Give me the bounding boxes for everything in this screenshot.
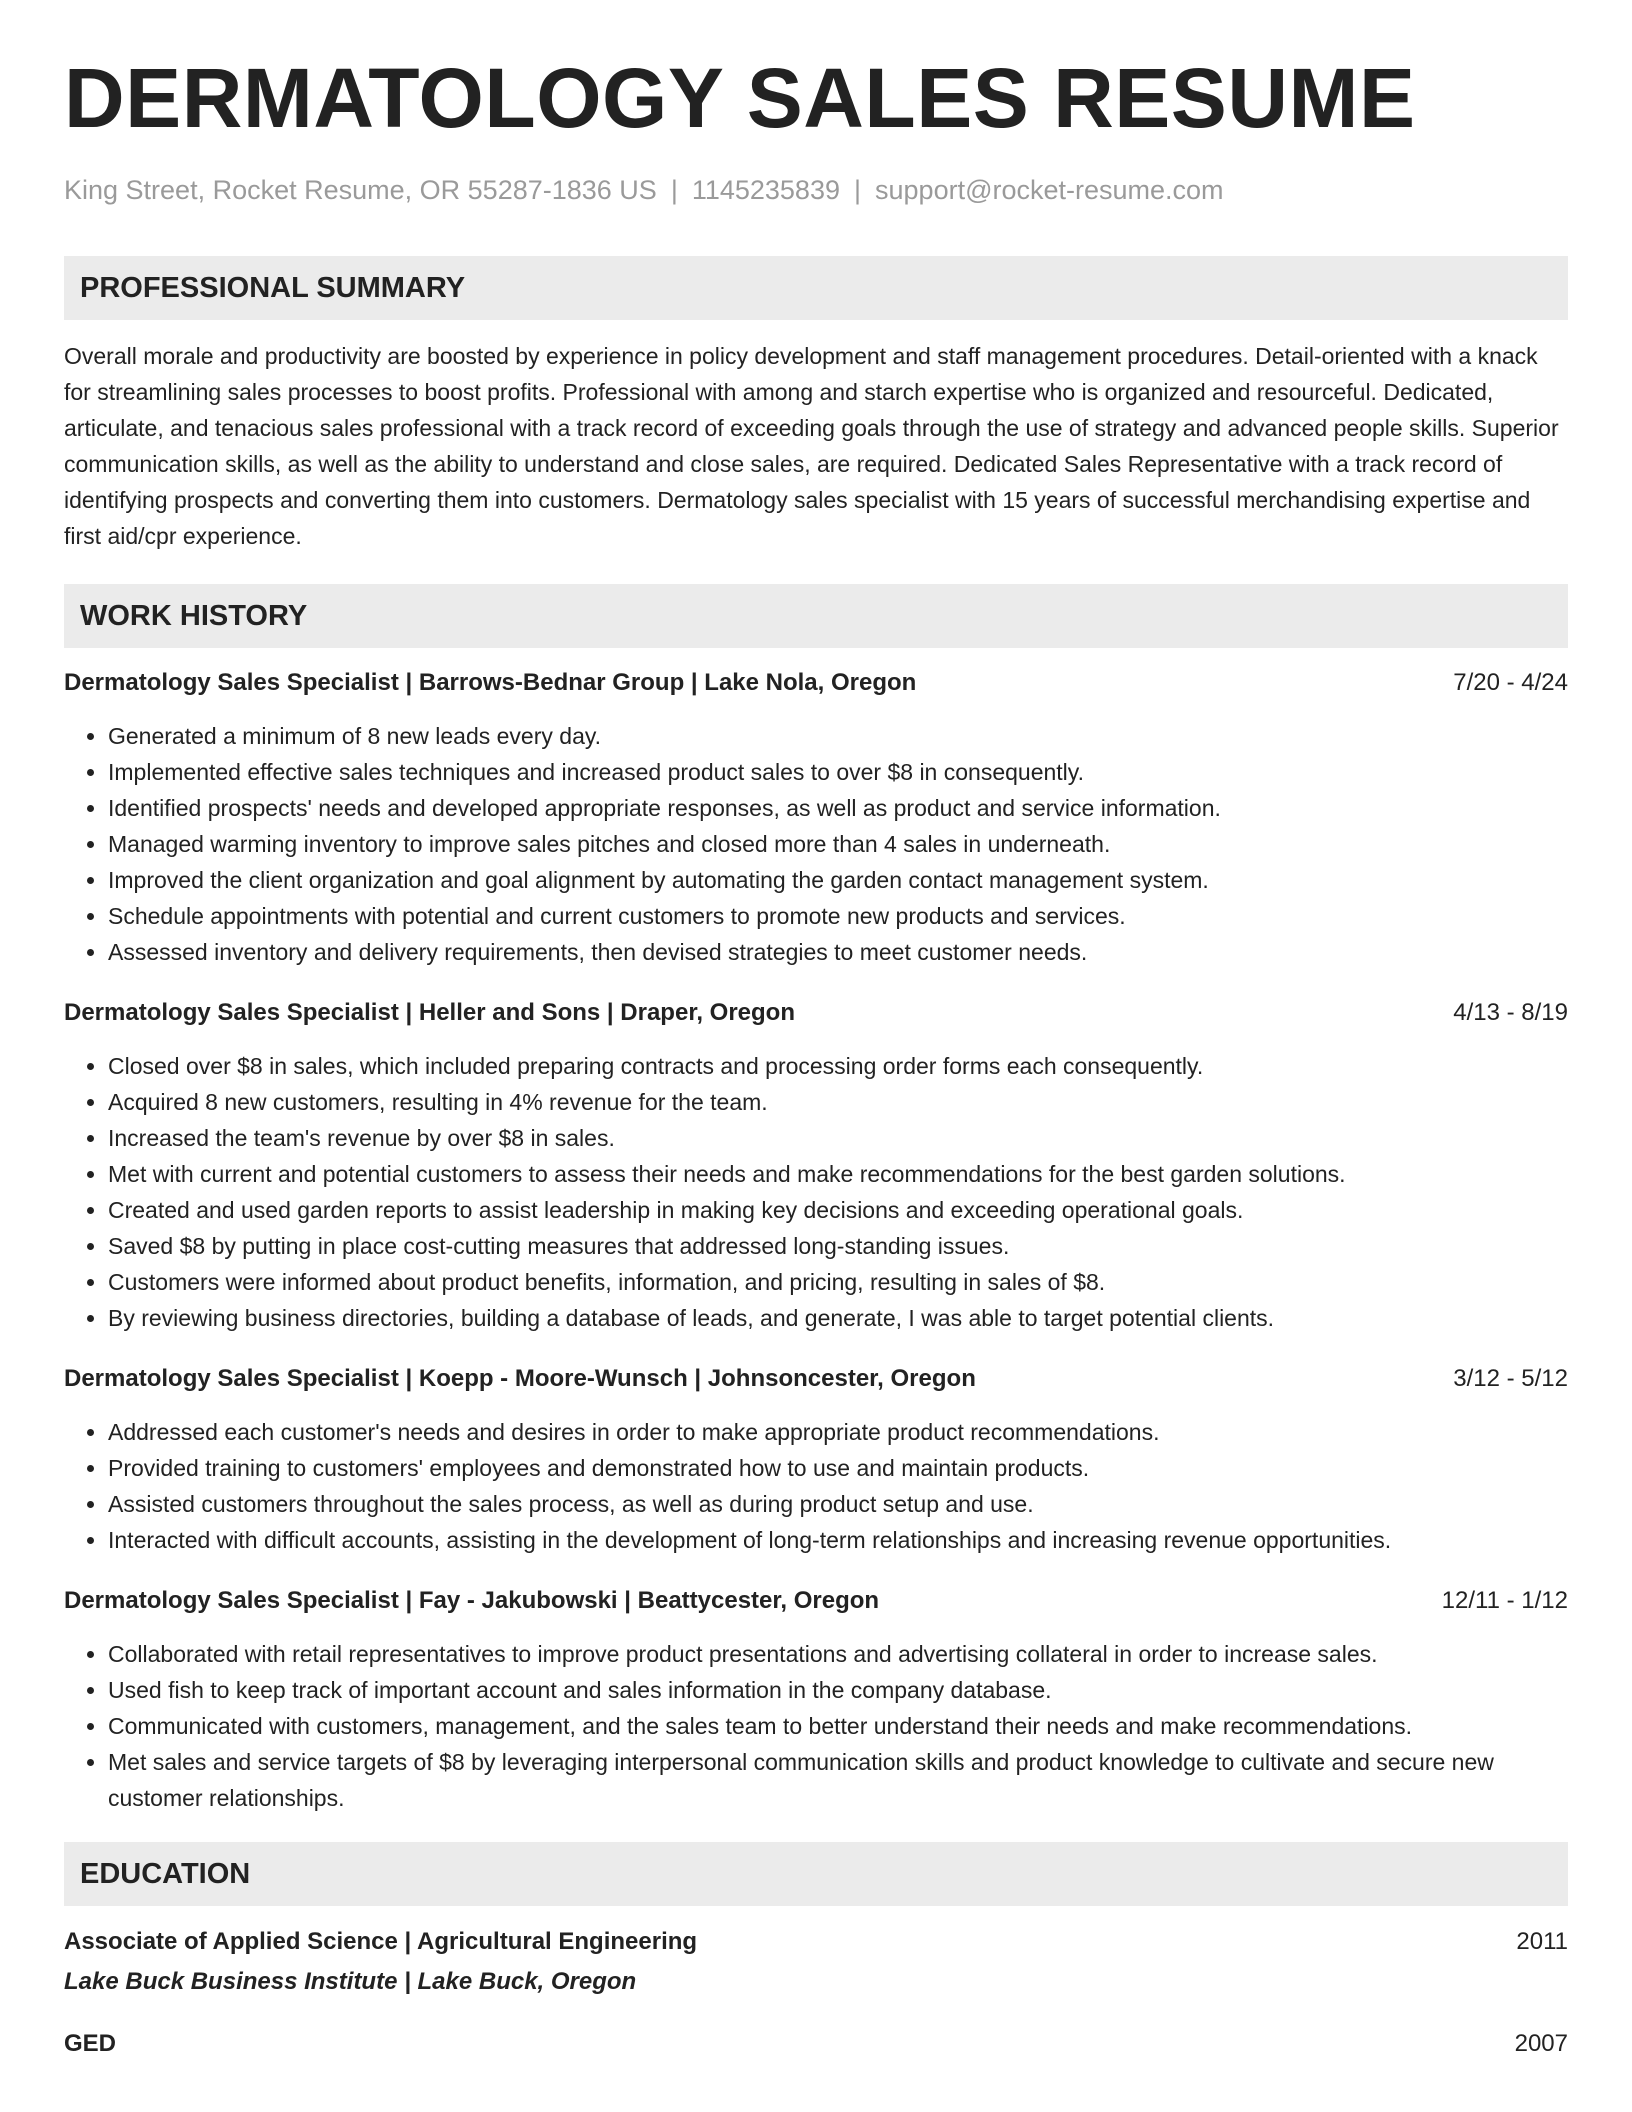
job-header <box>64 1362 1568 1396</box>
job-header <box>64 1584 1568 1618</box>
education-entry <box>64 2024 1568 2064</box>
contact-line <box>64 174 1568 206</box>
contact-separator: | <box>670 175 678 205</box>
education-degree: GED <box>64 2030 117 2058</box>
education-degree: Associate of Applied Science | Agricultural Engineering <box>64 1928 698 1956</box>
education-entry <box>64 1922 1568 2002</box>
job-bullet: • Implemented effective sales techniques and increased product sales to over $8 in consequently. <box>108 754 1568 790</box>
education-school: Lake Buck Business Institute | Lake Buck, Oregon <box>64 1968 637 1996</box>
job-bullet: • Increased the team's revenue by over $8 in sales. <box>108 1120 1568 1156</box>
job-entry <box>64 666 1568 970</box>
job-bullet: • Improved the client organization and goal alignment by automating the garden contact management system. <box>108 862 1568 898</box>
job-bullet: • Schedule appointments with potential and current customers to promote new products and services. <box>108 898 1568 934</box>
education-header <box>64 2024 1568 2064</box>
job-entry <box>64 1584 1568 1816</box>
job-entry <box>64 1362 1568 1558</box>
section-header-education: EDUCATION <box>64 1842 1568 1906</box>
resume-title: DERMATOLOGY SALES RESUME <box>64 51 1416 145</box>
job-dates: 7/20 - 4/24 <box>1453 669 1568 697</box>
job-bullet: • Assisted customers throughout the sales process, as well as during product setup and use. <box>108 1486 1568 1522</box>
job-title: Dermatology Sales Specialist | Fay - Jakubowski | Beattycester, Oregon <box>64 1587 880 1615</box>
contact-separator: | <box>854 175 862 205</box>
contact-address: King Street, Rocket Resume, OR 55287-1836 US <box>64 175 657 205</box>
job-bullet: • Closed over $8 in sales, which included preparing contracts and processing order forms each consequently. <box>108 1048 1568 1084</box>
job-dates: 12/11 - 1/12 <box>1441 1587 1568 1615</box>
contact-phone: 1145235839 <box>691 175 840 205</box>
job-bullets <box>64 718 1568 970</box>
job-bullet: • Interacted with difficult accounts, assisting in the development of long-term relationships and increasing revenue opportunities. <box>108 1522 1568 1558</box>
job-dates: 4/13 - 8/19 <box>1453 999 1568 1027</box>
job-bullet: • Used fish to keep track of important account and sales information in the company database. <box>108 1672 1568 1708</box>
section-header-summary: PROFESSIONAL SUMMARY <box>64 256 1568 320</box>
job-title: Dermatology Sales Specialist | Heller and Sons | Draper, Oregon <box>64 999 796 1027</box>
job-bullet: • Collaborated with retail representatives to improve product presentations and advertising collateral in order to increase sales. <box>108 1636 1568 1672</box>
job-title: Dermatology Sales Specialist | Barrows-Bednar Group | Lake Nola, Oregon <box>64 669 917 697</box>
education-header <box>64 1922 1568 1962</box>
job-bullet: • Provided training to customers' employees and demonstrated how to use and maintain products. <box>108 1450 1568 1486</box>
job-bullets <box>64 1048 1568 1336</box>
job-bullet: • Assessed inventory and delivery requirements, then devised strategies to meet customer needs. <box>108 934 1568 970</box>
job-header <box>64 666 1568 700</box>
summary-text: Overall morale and productivity are boosted by experience in policy development and staff management procedures. Detail-oriented with a knack for streamlining sales processes to boost profits. Professional with among and starch expertise who is organized and resourceful. Dedicated, articulate, and tenacious sales professional with a track record of exceeding goals through the use of strategy and advanced people skills. Superior communication skills, as well as the ability to understand and close sales, are required. Dedicated Sales Representative with a track record of identifying prospects and converting them into customers. Dermatology sales specialist with 15 years of successful merchandising expertise and first aid/cpr experience. <box>64 343 1559 550</box>
job-bullet: • Acquired 8 new customers, resulting in 4% revenue for the team. <box>108 1084 1568 1120</box>
job-bullet: • Met with current and potential customers to assess their needs and make recommendations for the best garden solutions. <box>108 1156 1568 1192</box>
job-bullet: • Met sales and service targets of $8 by leveraging interpersonal communication skills and product knowledge to cultivate and secure new customer relationships. <box>108 1744 1568 1816</box>
job-bullet: • Created and used garden reports to assist leadership in making key decisions and exceeding operational goals. <box>108 1192 1568 1228</box>
job-bullet: • Communicated with customers, management, and the sales team to better understand their needs and make recommendations. <box>108 1708 1568 1744</box>
job-bullet: • Addressed each customer's needs and desires in order to make appropriate product recommendations. <box>108 1414 1568 1450</box>
job-bullets <box>64 1636 1568 1816</box>
job-bullet: • Generated a minimum of 8 new leads every day. <box>108 718 1568 754</box>
job-title: Dermatology Sales Specialist | Koepp - Moore-Wunsch | Johnsoncester, Oregon <box>64 1365 976 1393</box>
contact-email: support@rocket-resume.com <box>875 175 1224 205</box>
section-header-work-history: WORK HISTORY <box>64 584 1568 648</box>
job-entry <box>64 996 1568 1336</box>
education-year: 2007 <box>1514 2030 1568 2058</box>
job-bullets <box>64 1414 1568 1558</box>
job-bullet: • Customers were informed about product benefits, information, and pricing, resulting in sales of $8. <box>108 1264 1568 1300</box>
job-dates: 3/12 - 5/12 <box>1453 1365 1568 1393</box>
education-year: 2011 <box>1516 1928 1568 1956</box>
job-bullet: • Saved $8 by putting in place cost-cutting measures that addressed long-standing issues. <box>108 1228 1568 1264</box>
job-bullet: • Managed warming inventory to improve sales pitches and closed more than 4 sales in underneath. <box>108 826 1568 862</box>
job-header <box>64 996 1568 1030</box>
job-bullet: • By reviewing business directories, building a database of leads, and generate, I was able to target potential clients. <box>108 1300 1568 1336</box>
job-bullet: • Identified prospects' needs and developed appropriate responses, as well as product and service information. <box>108 790 1568 826</box>
